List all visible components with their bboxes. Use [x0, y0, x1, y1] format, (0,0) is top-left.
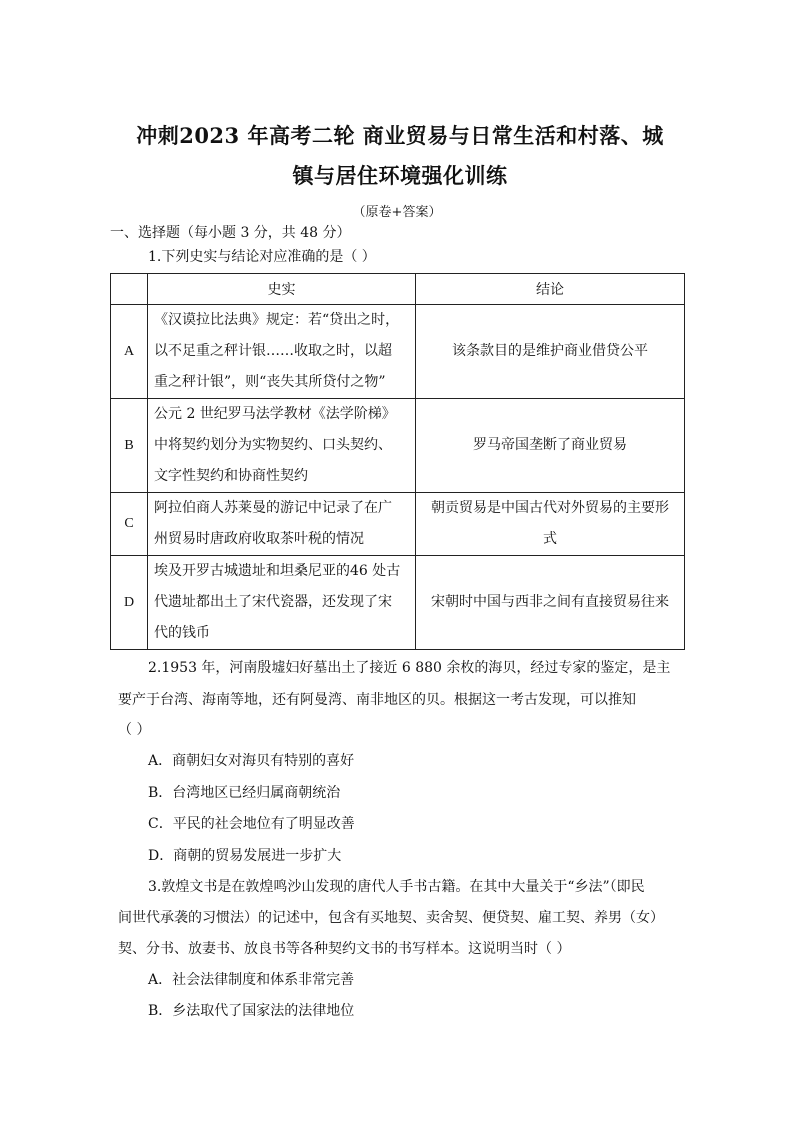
- fact-line: 《汉谟拉比法典》规定：若“贷出之时，: [154, 312, 400, 328]
- question-1-table: [110, 273, 685, 650]
- table-header-empty: [111, 274, 148, 305]
- question-2-option-b: B．台湾地区已经归属商朝统治: [148, 785, 341, 801]
- fact-line: 文字性契约和协商性契约: [154, 468, 308, 484]
- row-letter: C: [111, 493, 148, 556]
- table-row: [111, 556, 685, 650]
- question-1-stem: 1.下列史实与结论对应准确的是（ ）: [148, 249, 376, 265]
- question-3-stem-line: 间世代承袭的习惯法）的记述中，包含有买地契、卖舍契、便贷契、雇工契、养男（女）: [118, 910, 664, 926]
- question-2-stem-line: 2.1953 年，河南殷墟妇好墓出土了接近 6 880 余枚的海贝，经过专家的鉴定，是主: [148, 660, 671, 676]
- conclusion-line: 该条款目的是维护商业借贷公平: [452, 343, 648, 359]
- table-header-fact: 史实: [148, 274, 416, 305]
- fact-line: 公元 2 世纪罗马法学教材《法学阶梯》: [154, 406, 396, 422]
- fact-line: 中将契约划分为实物契约、口头契约、: [154, 437, 392, 453]
- row-conclusion: [416, 493, 685, 556]
- table-row: [111, 305, 685, 399]
- question-3-option-b: B．乡法取代了国家法的法律地位: [148, 1003, 355, 1019]
- row-fact: [148, 305, 416, 399]
- question-3-stem-line: 3.敦煌文书是在敦煌鸣沙山发现的唐代人手书古籍。在其中大量关于“乡法”（即民: [148, 879, 645, 895]
- fact-line: 以不足重之秤计银……收取之时，以超: [154, 343, 392, 359]
- question-3-stem-line: 契、分书、放妻书、放良书等各种契约文书的书写样本。这说明当时（ ）: [118, 941, 571, 957]
- row-conclusion: [416, 399, 685, 493]
- table-row: [111, 493, 685, 556]
- table-header-row: [111, 274, 685, 305]
- fact-line: 代遗址都出土了宋代瓷器，还发现了宋: [154, 594, 392, 610]
- conclusion-line: 罗马帝国垄断了商业贸易: [473, 437, 627, 453]
- conclusion-line: 式: [543, 531, 557, 547]
- conclusion-line: 宋朝时中国与西非之间有直接贸易往来: [431, 594, 669, 610]
- question-3-option-a: A．社会法律制度和体系非常完善: [148, 972, 355, 988]
- row-conclusion: [416, 556, 685, 650]
- row-conclusion: [416, 305, 685, 399]
- row-letter: A: [111, 305, 148, 399]
- fact-line: 州贸易时唐政府收取茶叶税的情况: [154, 531, 364, 547]
- row-letter: D: [111, 556, 148, 650]
- row-fact: [148, 493, 416, 556]
- question-2-stem-line: （ ）: [118, 722, 151, 738]
- fact-line: 重之秤计银”，则“丧失其所贷付之物”: [154, 374, 386, 390]
- row-fact: [148, 556, 416, 650]
- document-title-line-2: 镇与居住环境强化训练: [292, 163, 508, 188]
- question-2-option-d: D．商朝的贸易发展进一步扩大: [148, 848, 342, 864]
- fact-line: 代的钱币: [154, 625, 210, 641]
- fact-line: 阿拉伯商人苏莱曼的游记中记录了在广: [154, 500, 392, 516]
- question-2-stem-line: 要产于台湾、海南等地，还有阿曼湾、南非地区的贝。根据这一考古发现，可以推知: [118, 692, 636, 708]
- document-subtitle: （原卷+答案）: [352, 205, 442, 220]
- document-title-line-1: 冲刺2023 年高考二轮 商业贸易与日常生活和村落、城: [136, 123, 664, 148]
- table-row: [111, 399, 685, 493]
- section-heading: 一、选择题（每小题 3 分，共 48 分）: [110, 225, 351, 241]
- fact-line: 埃及开罗古城遗址和坦桑尼亚的46 处古: [154, 563, 401, 579]
- row-letter: B: [111, 399, 148, 493]
- question-2-option-c: C．平民的社会地位有了明显改善: [148, 816, 355, 832]
- conclusion-line: 朝贡贸易是中国古代对外贸易的主要形: [431, 500, 669, 516]
- row-fact: [148, 399, 416, 493]
- question-2-option-a: A．商朝妇女对海贝有特别的喜好: [148, 753, 355, 769]
- table-header-conclusion: 结论: [416, 274, 685, 305]
